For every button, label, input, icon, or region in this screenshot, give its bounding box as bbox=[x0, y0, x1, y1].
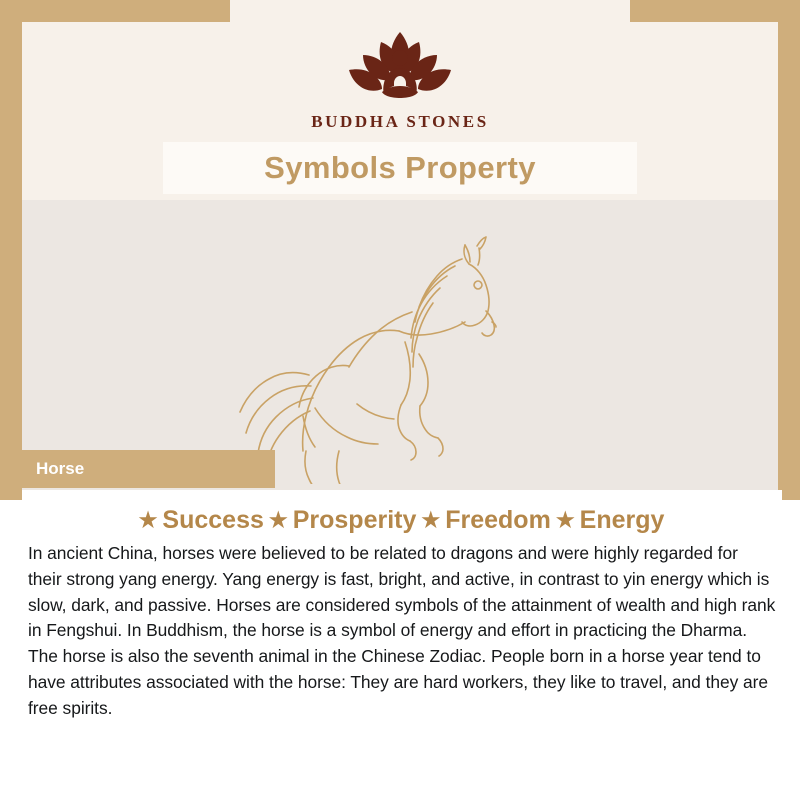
content-area bbox=[22, 490, 782, 800]
star-icon-2: ★ bbox=[268, 509, 288, 532]
keyword-success: Success bbox=[162, 506, 264, 534]
corner-decor-top-left-horizontal bbox=[0, 0, 230, 22]
hero-illustration-band bbox=[22, 200, 778, 490]
lotus-meditation-figure-icon bbox=[325, 22, 475, 108]
rearing-horse-line-art-icon bbox=[207, 204, 557, 484]
description-paragraph: In ancient China, horses were believed to be related to dragons and were highly regarded for their strong yang energy. Yang energy is fast, bright, and active, in contrast to yin energy which is slow, dark, and passive. Horses are considered symbols of the attainment of wealth and high rank in Fengshui. In Buddhism, the horse is a symbol of energy and effort in practicing the Dharma. The horse is also the seventh animal in the Chinese Zodiac. People born in a horse year tend to have attributes associated with the horse: They are hard workers, they like to travel, and they are free spirits. bbox=[28, 543, 776, 718]
brand-logo bbox=[0, 22, 800, 142]
section-ribbon bbox=[0, 450, 275, 488]
page-title: Symbols Property bbox=[264, 150, 536, 185]
star-icon-4: ★ bbox=[555, 509, 575, 532]
corner-decor-top-right-horizontal bbox=[630, 0, 800, 22]
keyword-energy: Energy bbox=[579, 506, 665, 534]
brand-name: BUDDHA STONES bbox=[311, 112, 489, 131]
ribbon-notch-decor bbox=[240, 450, 274, 488]
star-icon-3: ★ bbox=[421, 509, 441, 532]
title-plaque bbox=[163, 142, 637, 194]
section-label: Horse bbox=[36, 459, 85, 478]
keyword-freedom: Freedom bbox=[445, 506, 551, 534]
keyword-prosperity: Prosperity bbox=[292, 506, 417, 534]
star-icon-1: ★ bbox=[138, 509, 158, 532]
keywords-row bbox=[22, 498, 782, 541]
